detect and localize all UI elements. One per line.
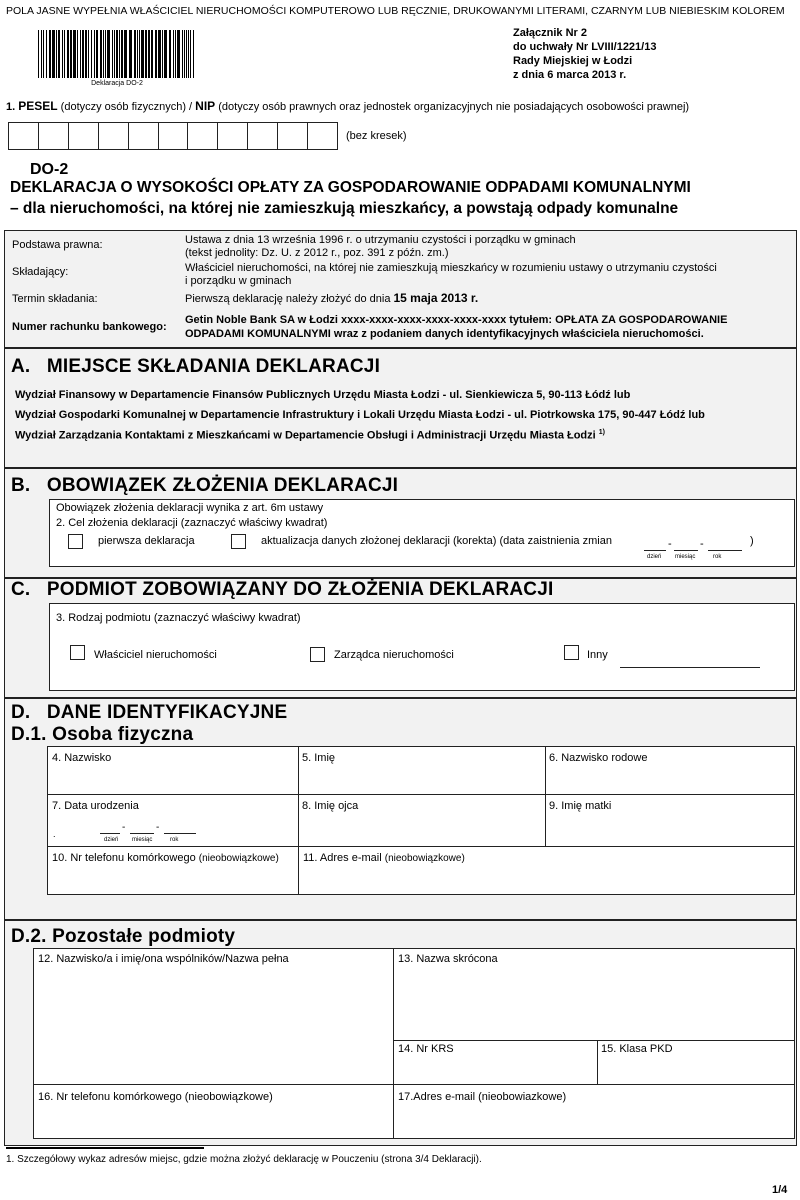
fill-instruction: POLA JASNE WYPEŁNIA WŁAŚCICIEL NIERUCHOMOŚCI KOMPUTEROWO LUB RĘCZNIE, DRUKOWANYMI LITERAMI, CZARNYM LUB NIEBIESKIM KOLOREM [6,5,785,17]
mother-name-field[interactable]: 9. Imię matki [549,800,612,812]
barcode-bar [103,30,104,78]
submitter-label: Składający: [12,266,69,278]
form-title-line2: – dla nieruchomości, na której nie zamieszkują mieszkańcy, a powstają odpady komunalne [10,200,679,217]
barcode-bar [162,30,163,78]
barcode-bar [137,30,138,78]
barcode-bar [151,30,153,78]
account-label: Numer rachunku bankowego: [12,321,167,333]
father-name-field[interactable]: 8. Imię ojca [302,800,359,812]
date-month-caption: miesiąc [132,837,153,843]
first-name-field[interactable]: 5. Imię [302,752,336,764]
barcode-bar [116,30,118,78]
pesel-digit-cell[interactable] [129,123,159,149]
pkd-class-field[interactable]: 15. Klasa PKD [601,1043,673,1055]
deadline-label: Termin składania: [12,293,98,305]
barcode-bar [94,30,95,78]
barcode-bar [145,30,147,78]
change-date-month[interactable] [674,550,698,551]
annex-line: Załącznik Nr 2 [513,27,587,39]
barcode-bar [56,30,57,78]
barcode-bar [182,30,183,78]
page-number: 1/4 [772,1184,788,1196]
section-d-title: D. DANE IDENTYFIKACYJNE [11,702,288,723]
barcode-bar [80,30,81,78]
date-day-caption: dzień [647,554,662,560]
pesel-digit-cell[interactable] [248,123,278,149]
barcode-bar [62,30,63,78]
close-paren: ) [750,535,754,547]
basis-text: Ustawa z dnia 13 września 1996 r. o utrzymaniu czystości i porządku w gminach (tekst jednolity: Dz. U. z 2012 r., poz. 391 z późn. zm.) [185,234,576,259]
no-dashes-hint: (bez kresek) [346,130,407,142]
legal-info-box [4,230,797,348]
barcode-bar [193,30,194,78]
first-declaration-checkbox[interactable] [68,534,83,549]
email-field[interactable]: 11. Adres e-mail (nieobowiązkowe) [303,852,465,864]
barcode-bar [155,30,157,78]
date-year-caption: rok [170,837,179,843]
birth-month-input[interactable] [130,833,154,834]
owner-label: Właściciel nieruchomości [94,649,217,661]
place-line-3: Wydział Zarządzania Kontaktami z Mieszkańcami w Departamencie Obsługi i Administracji Urzędu Miasta Łodzi $^{1)}$ [15,429,605,442]
entity-mobile-phone-field[interactable]: 16. Nr telefonu komórkowego (nieobowiązkowe) [38,1091,273,1103]
barcode-bar [141,30,144,78]
barcode-bar [85,30,87,78]
pesel-digit-cell[interactable] [99,123,129,149]
other-checkbox[interactable] [564,645,579,660]
form-title-line1: DEKLARACJA O WYSOKOŚCI OPŁATY ZA GOSPODAROWANIE ODPADAMI KOMUNALNYMI [10,179,691,196]
barcode-graphic [36,30,198,78]
pesel-nip-input[interactable] [8,122,338,150]
section-d [4,698,797,920]
pesel-digit-cell[interactable] [69,123,99,149]
basis-label: Podstawa prawna: [12,239,103,251]
footnote: 1. Szczegółowy wykaz adresów miejsc, gdzie można złożyć deklarację w Pouczeniu (strona 3/4 Deklaracji). [6,1154,482,1165]
deadline-text: Pierwszą deklarację należy złożyć do dnia 15 maja 2013 r. [185,291,479,305]
barcode-bar [46,30,47,78]
barcode-bar [169,30,171,78]
submitter-text: Właściciel nieruchomości, na której nie zamieszkują mieszkańcy w rozumieniu ustawy o utrzymaniu czystości i porządku w gminach [185,262,717,287]
barcode-bar [82,30,84,78]
obligation-text: Obowiązek złożenia deklaracji wynika z art. 6m ustawy [56,502,324,514]
form-code: DO-2 [30,161,69,178]
barcode-bar [186,30,187,78]
owner-checkbox[interactable] [70,645,85,660]
barcode-bar [112,30,113,78]
barcode-bar [43,30,44,78]
date-separator: - [156,822,160,833]
barcode-bar [175,30,176,78]
family-name-field[interactable]: 6. Nazwisko rodowe [549,752,648,764]
barcode-bar [52,30,55,78]
birth-day-input[interactable] [100,833,120,834]
barcode-bar [38,30,39,78]
barcode-bar [73,30,76,78]
barcode-bar [77,30,78,78]
section-c-title: C. PODMIOT ZOBOWIĄZANY DO ZŁOŻENIA DEKLARACJI [11,579,554,600]
manager-checkbox[interactable] [310,647,325,662]
krs-number-field[interactable]: 14. Nr KRS [398,1043,454,1055]
section-d2-title: D.2. Pozostałe podmioty [11,926,236,947]
barcode-bar [134,30,136,78]
pesel-digit-cell[interactable] [278,123,308,149]
short-name-field[interactable]: 13. Nazwa skrócona [398,953,498,965]
section-d1-title: D.1. Osoba fizyczna [11,724,194,745]
barcode-bar [129,30,132,78]
correction-checkbox[interactable] [231,534,246,549]
place-line-2: Wydział Gospodarki Komunalnej w Departamencie Infrastruktury i Lokali Urzędu Miasta Łodzi - ul. Piotrkowska 175, 90-447 Łódź lub [15,409,705,421]
pesel-digit-cell[interactable] [159,123,189,149]
barcode-bar [105,30,106,78]
annex-line: do uchwały Nr LVIII/1221/13 [513,41,657,53]
barcode-bar [173,30,174,78]
barcode-bar [114,30,115,78]
natural-person-grid [47,746,795,895]
manager-label: Zarządca nieruchomości [334,649,454,661]
section-a [4,348,797,468]
birth-year-input[interactable] [164,833,196,834]
account-text: Getin Noble Bank SA w Łodzi xxxx-xxxx-xxxx-xxxx-xxxx-xxxx tytułem: OPŁATA ZA GOSPODAROWANIE ODPADAMI KOMUNALNYMI wraz z podaniem danych identyfikacyjnych właściciela nieruchomości. [185,314,728,340]
date-day-caption: dzień [104,837,119,843]
other-specify-field[interactable] [620,667,760,668]
barcode-bar [164,30,167,78]
barcode-bar [158,30,161,78]
barcode-bar [177,30,180,78]
purpose-label: 2. Cel złożenia deklaracji (zaznaczyć właściwy kwadrat) [56,517,328,529]
entity-email-field[interactable]: 17.Adres e-mail (nieobowiazkowe) [398,1091,567,1103]
barcode-bar [188,30,189,78]
annex-line: Rady Miejskiej w Łodzi [513,55,633,67]
annex-info [513,26,656,82]
barcode-bar [148,30,150,78]
barcode-bar [121,30,123,78]
date-year-caption: rok [713,554,722,560]
entity-type-label: 3. Rodzaj podmiotu (zaznaczyć właściwy kwadrat) [56,612,301,624]
section-c-inner [49,603,795,691]
pesel-nip-label: 1. PESEL (dotyczy osób fizycznych) / NIP (dotyczy osób prawnych oraz jednostek organizacyjnych nie posiadających osobowości prawnej) [6,99,690,113]
barcode [36,30,198,86]
full-name-field[interactable]: 12. Nazwisko/a i imię/ona wspólników/Nazwa pełna [38,953,289,965]
date-month-caption: miesiąc [675,554,696,560]
barcode-bar [190,30,191,78]
other-entities-grid [33,948,795,1139]
barcode-bar [91,30,92,78]
barcode-bar [64,30,65,78]
date-separator: - [668,538,672,550]
barcode-bar [49,30,51,78]
barcode-bar [70,30,72,78]
barcode-caption: Deklaracja DO-2 [91,80,143,87]
surname-field[interactable]: 4. Nazwisko [52,752,112,764]
barcode-bar [139,30,140,78]
section-c [4,578,797,698]
barcode-bar [67,30,69,78]
pesel-digit-cell[interactable] [9,123,39,149]
date-separator: - [122,822,126,833]
annex-line: z dnia 6 marca 2013 r. [513,69,627,81]
change-date-day[interactable] [644,550,666,551]
birth-date-dot: . [53,829,56,839]
barcode-bar [184,30,185,78]
first-declaration-label: pierwsza deklaracja [98,535,195,547]
footnote-divider [6,1147,204,1149]
section-b [4,468,797,578]
barcode-bar [58,30,60,78]
pesel-digit-cell[interactable] [308,123,337,149]
section-b-inner [49,499,795,567]
barcode-bar [41,30,42,78]
pesel-digit-cell[interactable] [218,123,248,149]
barcode-bar [124,30,127,78]
place-line-1: Wydział Finansowy w Departamencie Finansów Publicznych Urzędu Miasta Łodzi - ul. Sienkiewicza 5, 90-113 Łódź lub [15,389,631,401]
section-a-title: A. MIEJSCE SKŁADANIA DEKLARACJI [11,356,381,377]
correction-label: aktualizacja danych złożonej deklaracji (korekta) (data zaistnienia zmian [261,535,612,547]
barcode-bar [88,30,89,78]
barcode-bar [119,30,120,78]
barcode-bar [100,30,102,78]
section-d2 [4,920,797,1146]
date-separator: - [700,538,704,550]
barcode-bar [96,30,98,78]
pesel-digit-cell[interactable] [39,123,69,149]
barcode-bar [107,30,110,78]
other-label: Inny [587,649,608,661]
change-date-year[interactable] [708,550,742,551]
pesel-digit-cell[interactable] [188,123,218,149]
section-b-title: B. OBOWIĄZEK ZŁOŻENIA DEKLARACJI [11,475,399,496]
birth-date-field[interactable]: 7. Data urodzenia [52,800,139,812]
mobile-phone-field[interactable]: 10. Nr telefonu komórkowego (nieobowiązkowe) [52,852,279,864]
